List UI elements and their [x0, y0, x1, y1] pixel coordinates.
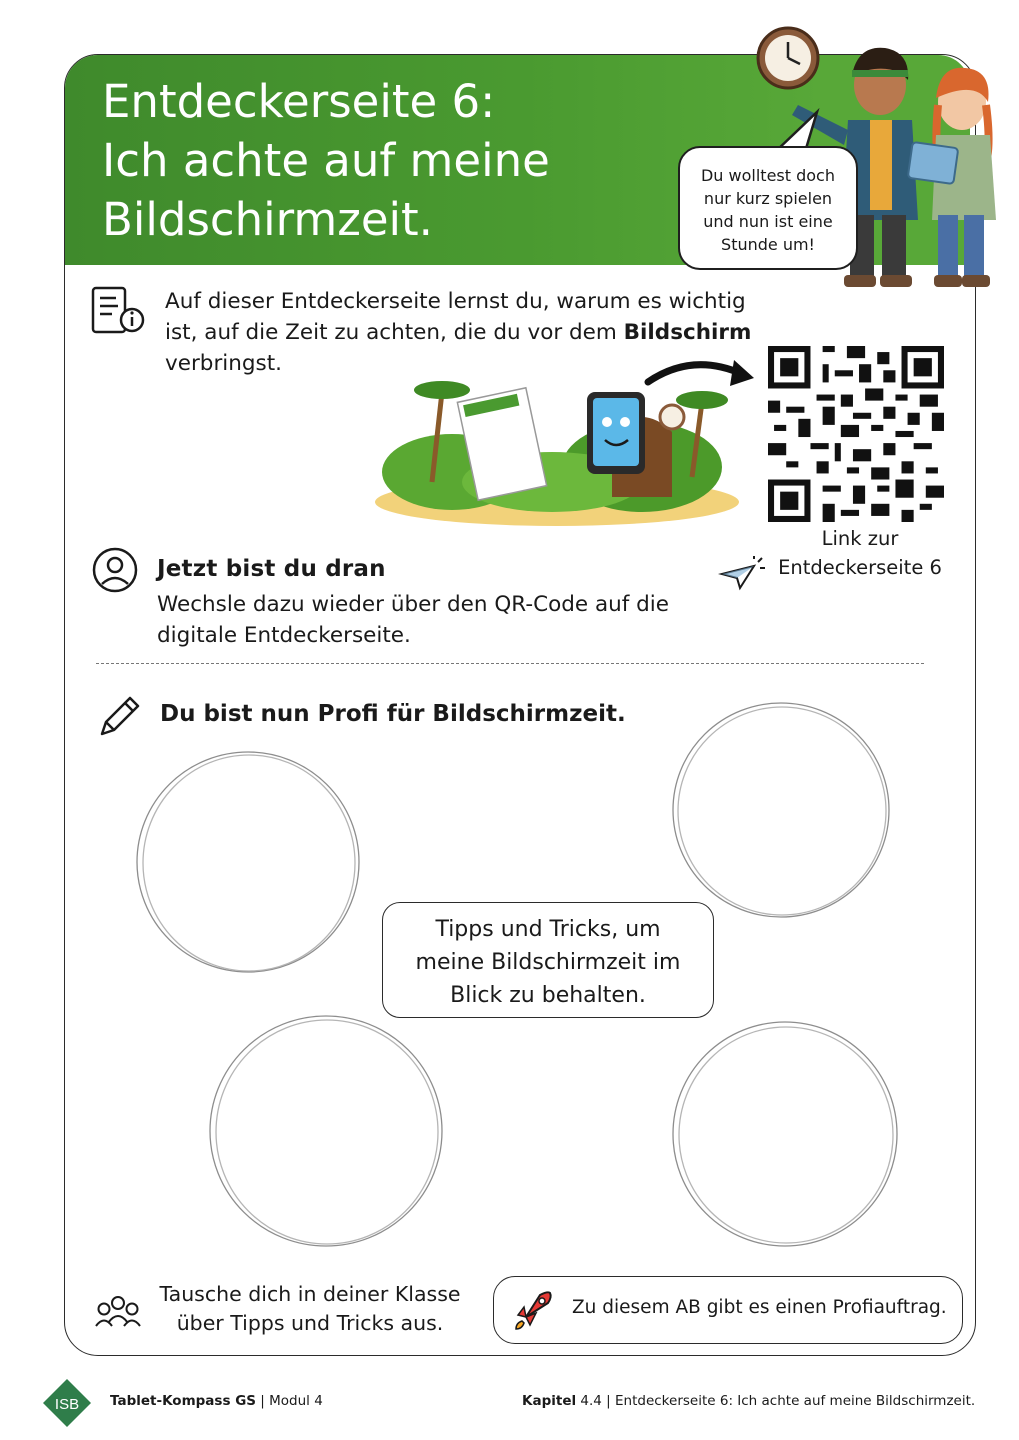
tipps-box [382, 902, 714, 1018]
tipps-line: meine Bildschirmzeit im [415, 950, 681, 975]
speech-line: nur kurz spielen [703, 189, 833, 208]
arrow-to-qr [642, 352, 760, 396]
user-circle-icon [91, 546, 139, 594]
tipps-line: Blick zu behalten. [450, 983, 646, 1008]
footer-left-rest: | Modul 4 [256, 1393, 323, 1409]
rocket-icon [512, 1289, 554, 1331]
title-line: Bildschirmzeit. [102, 193, 433, 246]
profiauftrag-text: Zu diesem AB gibt es einen Profiauftrag. [572, 1297, 947, 1318]
footer-left-bold: Tablet-Kompass GS [110, 1393, 256, 1409]
footer-left [110, 1393, 323, 1409]
dashed-divider [96, 663, 924, 664]
qr-code-icon[interactable] [768, 346, 944, 522]
exchange-line: über Tipps und Tricks aus. [176, 1311, 444, 1335]
qr-caption [760, 524, 960, 582]
speech-line: und nun ist eine [703, 212, 833, 231]
isb-logo-text: ISB [54, 1396, 80, 1413]
qr-caption-line: Link zur [821, 527, 899, 550]
footer-right-rest: 4.4 | Entdeckerseite 6: Ich achte auf meine Bildschirmzeit. [576, 1393, 976, 1409]
jetzt-title: Jetzt bist du dran [157, 556, 386, 582]
profi-title: Du bist nun Profi für Bildschirmzeit. [160, 701, 626, 727]
isb-logo [42, 1378, 92, 1428]
pencil-icon [96, 694, 142, 740]
intro-text-bold: Bildschirm [623, 320, 752, 345]
girl-figure [908, 68, 996, 287]
footer-right [522, 1393, 975, 1409]
title-line: Ich achte auf meine [102, 134, 550, 187]
title-line: Entdeckerseite 6: [102, 75, 496, 128]
exchange-text [150, 1280, 470, 1338]
footer-right-bold: Kapitel [522, 1393, 577, 1409]
intro-text-part: Auf dieser Entdeckerseite lernst du, warum es wichtig ist, auf die Zeit zu achten, die du vor dem [165, 289, 746, 345]
exchange-line: Tausche dich in deiner Klasse [159, 1282, 461, 1306]
cursor-click-icon [718, 556, 766, 592]
speech-line: Du wolltest doch [700, 166, 835, 185]
qr-caption-line: Entdeckerseite 6 [778, 556, 942, 579]
jetzt-text: Wechsle dazu wieder über den QR-Code auf die digitale Entdeckerseite. [157, 592, 670, 648]
speech-bubble [678, 146, 858, 270]
clock-icon [758, 28, 818, 88]
document-info-icon [90, 286, 148, 336]
tipps-line: Tipps und Tricks, um [435, 917, 661, 942]
group-icon [94, 1293, 142, 1329]
page-title [102, 72, 662, 249]
intro-text-part: verbringst. [165, 351, 282, 376]
speech-line: Stunde um! [721, 235, 815, 254]
